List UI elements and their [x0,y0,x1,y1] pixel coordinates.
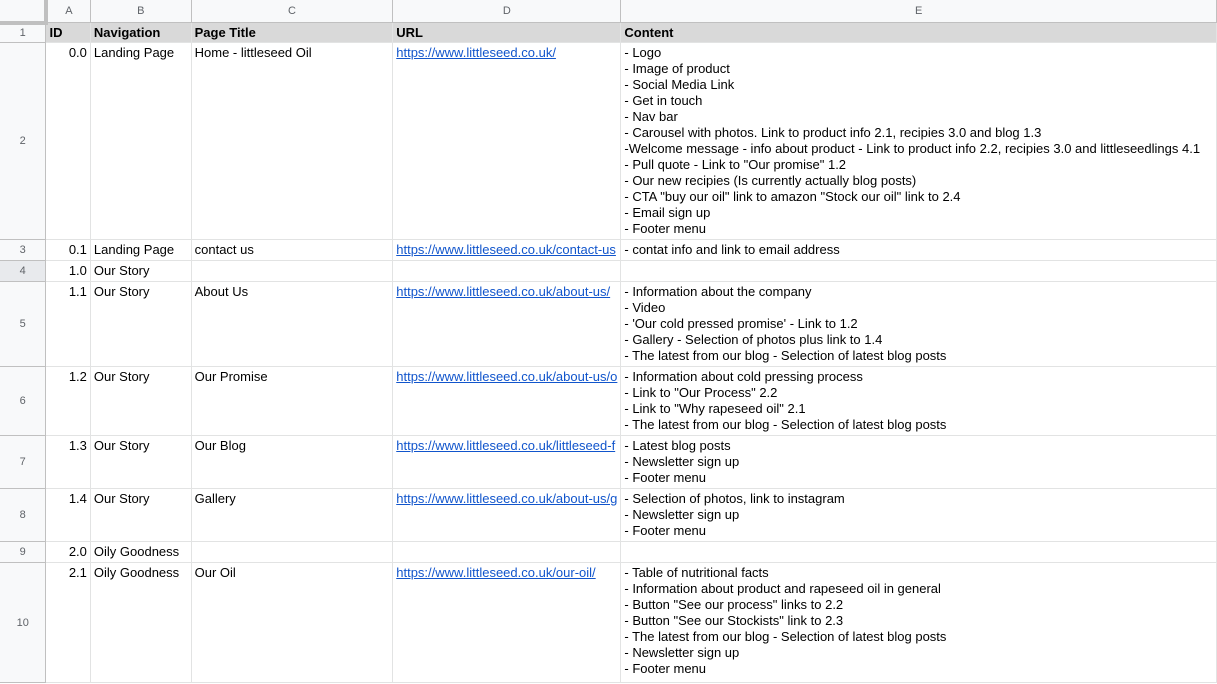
row-header[interactable]: 4 [0,261,46,282]
header-cell-id[interactable]: ID [46,23,90,43]
cell-navigation[interactable]: Oily Goodness [90,563,191,683]
header-cell-navigation[interactable]: Navigation [90,23,191,43]
content-line: - Button "See our process" links to 2.2 [624,597,844,612]
row-header[interactable]: 8 [0,489,46,542]
url-link[interactable]: https://www.littleseed.co.uk/our-oil/ [396,565,596,580]
row-header[interactable]: 1 [0,23,46,43]
url-link[interactable]: https://www.littleseed.co.uk/about-us/o [396,369,618,384]
cell-page-title[interactable]: Gallery [191,489,393,542]
cell-id[interactable]: 2.1 [46,563,90,683]
column-header-a[interactable]: A [46,0,90,23]
cell-id[interactable]: 1.3 [46,436,90,489]
content-line: - Our new recipies (Is currently actually blog posts) [624,173,917,188]
cell-url[interactable] [393,240,621,261]
content-line: - Newsletter sign up [624,645,740,660]
row-header[interactable]: 5 [0,282,46,367]
content-line: - Footer menu [624,221,707,236]
cell-content[interactable] [621,261,1217,282]
cell-url[interactable] [393,489,621,542]
content-line: - Nav bar [624,109,678,124]
cell-page-title[interactable]: About Us [191,282,393,367]
cell-content[interactable] [621,367,1217,436]
cell-page-title[interactable]: Our Blog [191,436,393,489]
content-line: - Button "See our Stockists" link to 2.3 [624,613,844,628]
header-cell-page-title[interactable]: Page Title [191,23,393,43]
table-row [0,240,1217,261]
cell-navigation[interactable]: Our Story [90,436,191,489]
content-line: - Information about cold pressing process [624,369,863,384]
cell-page-title[interactable]: Our Oil [191,563,393,683]
header-cell-content[interactable]: Content [621,23,1217,43]
cell-page-title[interactable]: contact us [191,240,393,261]
cell-page-title[interactable] [191,542,393,563]
row-header[interactable]: 3 [0,240,46,261]
cell-content[interactable] [621,282,1217,367]
content-line: - The latest from our blog - Selection of latest blog posts [624,348,947,363]
table-row [0,43,1217,240]
cell-id[interactable]: 2.0 [46,542,90,563]
cell-navigation[interactable]: Our Story [90,489,191,542]
content-line: - Logo [624,45,662,60]
cell-id[interactable]: 1.2 [46,367,90,436]
content-line: - Footer menu [624,523,707,538]
content-line: - Table of nutritional facts [624,565,769,580]
content-line: - The latest from our blog - Selection of latest blog posts [624,417,947,432]
content-line: - Social Media Link [624,77,735,92]
url-link[interactable]: https://www.littleseed.co.uk/ [396,45,556,60]
cell-content[interactable] [621,489,1217,542]
row-header[interactable]: 10 [0,563,46,683]
header-cell-url[interactable]: URL [393,23,621,43]
cell-content[interactable] [621,563,1217,683]
column-header-c[interactable]: C [191,0,393,23]
cell-navigation[interactable]: Our Story [90,367,191,436]
row-header[interactable]: 7 [0,436,46,489]
cell-navigation[interactable]: Oily Goodness [90,542,191,563]
cell-url[interactable] [393,261,621,282]
cell-page-title[interactable]: Home - littleseed Oil [191,43,393,240]
content-line: - Information about product and rapeseed oil in general [624,581,941,596]
cell-url[interactable] [393,436,621,489]
table-row [0,282,1217,367]
cell-id[interactable]: 1.1 [46,282,90,367]
cell-content[interactable] [621,542,1217,563]
content-line: - 'Our cold pressed promise' - Link to 1.2 [624,316,858,331]
cell-id[interactable]: 0.0 [46,43,90,240]
content-line: - Get in touch [624,93,703,108]
table-row [0,261,1217,282]
table-row [0,542,1217,563]
content-line: - contat info and link to email address [624,242,840,257]
content-line: - CTA "buy our oil" link to amazon "Stock our oil" link to 2.4 [624,189,961,204]
column-header-e[interactable]: E [621,0,1217,23]
cell-navigation[interactable]: Landing Page [90,240,191,261]
row-header[interactable]: 6 [0,367,46,436]
column-header-b[interactable]: B [90,0,191,23]
cell-page-title[interactable] [191,261,393,282]
content-line: - Footer menu [624,661,707,676]
url-link[interactable]: https://www.littleseed.co.uk/about-us/g [396,491,618,506]
cell-id[interactable]: 1.4 [46,489,90,542]
cell-navigation[interactable]: Our Story [90,261,191,282]
content-line: - Video [624,300,666,315]
content-line: - Link to "Why rapeseed oil" 2.1 [624,401,806,416]
content-line: - Newsletter sign up [624,454,740,469]
cell-id[interactable]: 0.1 [46,240,90,261]
cell-id[interactable]: 1.0 [46,261,90,282]
url-link[interactable]: https://www.littleseed.co.uk/littleseed-f [396,438,616,453]
cell-url[interactable] [393,43,621,240]
table-row [0,563,1217,683]
content-line: -Welcome message - info about product - Link to product info 2.2, recipies 3.0 and littleseedlings 4.1 [624,141,1201,156]
content-line: - Gallery - Selection of photos plus link to 1.4 [624,332,883,347]
select-all-corner[interactable] [0,0,46,23]
content-line: - Carousel with photos. Link to product info 2.1, recipies 3.0 and blog 1.3 [624,125,1042,140]
table-row [0,489,1217,542]
cell-url[interactable] [393,542,621,563]
cell-content[interactable] [621,43,1217,240]
cell-navigation[interactable]: Landing Page [90,43,191,240]
content-line: - Selection of photos, link to instagram [624,491,845,506]
url-link[interactable]: https://www.littleseed.co.uk/contact-us [396,242,616,257]
cell-navigation[interactable]: Our Story [90,282,191,367]
cell-content[interactable] [621,240,1217,261]
content-line: - Newsletter sign up [624,507,740,522]
content-line: - Footer menu [624,470,707,485]
table-row [0,436,1217,489]
content-line: - Information about the company [624,284,812,299]
table-row [0,367,1217,436]
cell-url[interactable] [393,282,621,367]
url-link[interactable]: https://www.littleseed.co.uk/about-us/ [396,284,611,299]
content-line: - Email sign up [624,205,711,220]
cell-url[interactable] [393,367,621,436]
cell-page-title[interactable]: Our Promise [191,367,393,436]
content-line: - Pull quote - Link to "Our promise" 1.2 [624,157,847,172]
row-header[interactable]: 9 [0,542,46,563]
content-line: - The latest from our blog - Selection of latest blog posts [624,629,947,644]
content-line: - Image of product [624,61,730,76]
cell-url[interactable] [393,563,621,683]
column-header-d[interactable]: D [393,0,621,23]
row-header[interactable]: 2 [0,43,46,240]
cell-content[interactable] [621,436,1217,489]
content-line: - Latest blog posts [624,438,731,453]
content-line: - Link to "Our Process" 2.2 [624,385,778,400]
